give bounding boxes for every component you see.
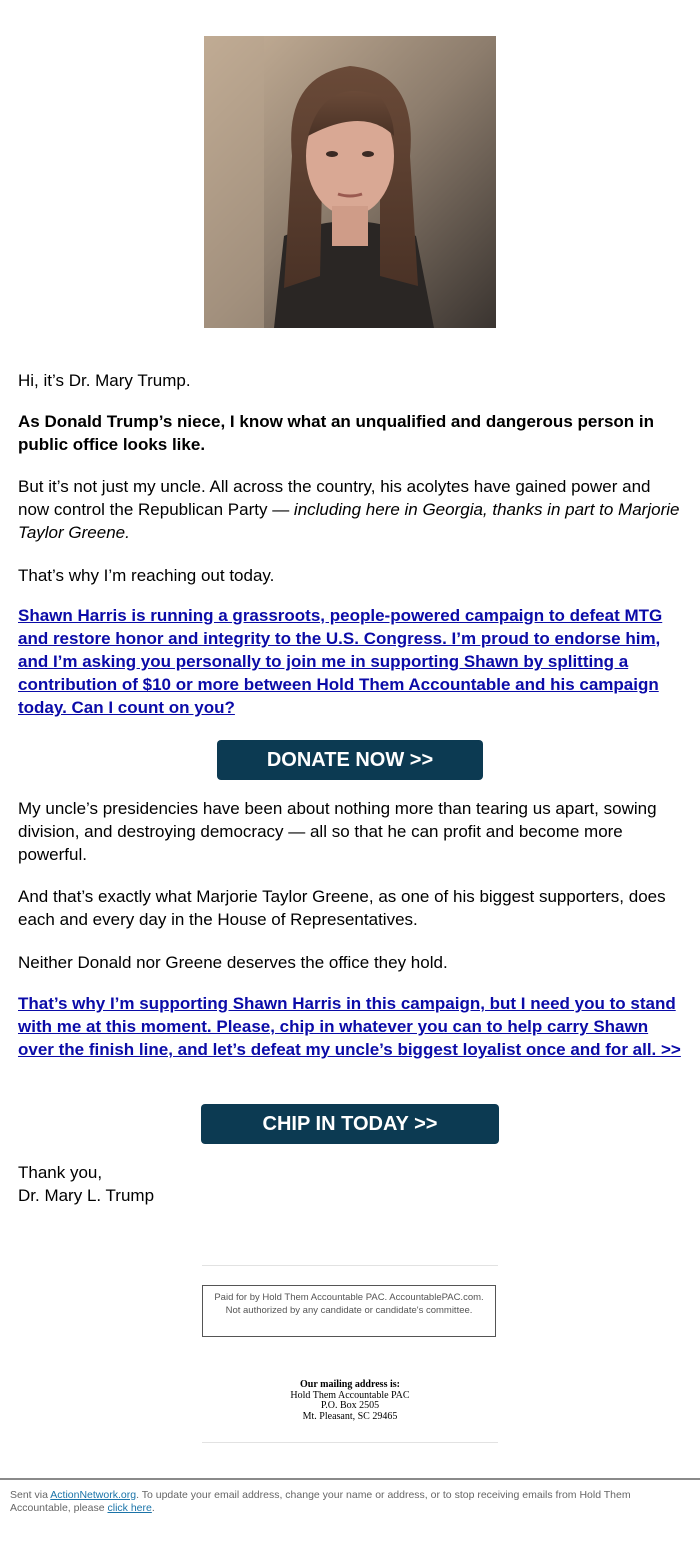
intro-paragraph: [18, 410, 682, 456]
para5-text: Neither Donald nor Greene deserves the office they hold.: [18, 953, 448, 972]
mailing-address: [200, 1380, 500, 1422]
footer-middle-text: . To update your email address, change your name or address, or to stop receiving emails from Hold Them Accountable, please: [10, 1489, 631, 1514]
mailing-city: Mt. Pleasant, SC 29465: [302, 1410, 398, 1422]
divider-bottom: [202, 1442, 498, 1443]
mailing-box: P.O. Box 2505: [320, 1400, 380, 1411]
para3-text: My uncle’s presidencies have been about nothing more than tearing us apart, sowing division, and destroying democracy — all so that he can profit and become more powerful.: [18, 799, 657, 864]
chip-in-link-paragraph: [18, 992, 682, 1061]
para4-text: And that’s exactly what Marjorie Taylor Greene, as one of his biggest supporters, does each and every day in the House of Representatives.: [18, 887, 666, 929]
para1-main-text: But it’s not just my uncle. All across the country, his acolytes have gained power and now control the Republican Party —: [18, 477, 651, 519]
footer-sent-via: Sent via: [10, 1489, 51, 1501]
footer: [10, 1489, 680, 1515]
unsubscribe-link[interactable]: click here: [107, 1502, 152, 1514]
portrait-image: [204, 36, 496, 328]
para1-italic-text: including here in Georgia, thanks in part to Marjorie Taylor Greene.: [18, 500, 680, 542]
author-photo: [204, 36, 496, 328]
divider: [202, 1265, 498, 1266]
paragraph-reaching-out: [18, 564, 682, 587]
signoff-name: Dr. Mary L. Trump: [18, 1186, 155, 1205]
para2-text: That’s why I’m reaching out today.: [18, 566, 275, 585]
intro-bold-text: As Donald Trump’s niece, I know what an unqualified and dangerous person in public office looks like.: [18, 412, 655, 454]
paragraph-mtg: [18, 885, 682, 931]
mailing-heading: Our mailing address is:: [300, 1379, 400, 1390]
endorse-donate-link[interactable]: Shawn Harris is running a grassroots, people-powered campaign to defeat MTG and restore honor and integrity to the U.S. Congress. I’m proud to endorse him, and I’m asking you personally to join me in supporting Shawn by splitting a contribution of $10 or more between Hold Them Accountable and his campaign today. Can I count on you?: [18, 606, 663, 717]
donate-now-button[interactable]: DONATE NOW >>: [217, 740, 483, 780]
paragraph-acolytes: [18, 475, 682, 544]
greeting: [18, 369, 682, 392]
mailing-org: Hold Them Accountable PAC: [290, 1389, 410, 1401]
paragraph-neither: [18, 951, 682, 974]
paragraph-presidencies: [18, 797, 682, 866]
signoff: [18, 1161, 682, 1207]
actionnetwork-link[interactable]: ActionNetwork.org: [50, 1489, 137, 1501]
signoff-thanks: Thank you,: [18, 1163, 103, 1182]
paid-for-disclaimer: Paid for by Hold Them Accountable PAC. AccountablePAC.com. Not authorized by any candidate or candidate's committee.: [202, 1285, 496, 1337]
footer-end: .: [151, 1502, 155, 1514]
footer-rule: [0, 1478, 700, 1480]
greeting-text: Hi, it’s Dr. Mary Trump.: [18, 371, 191, 390]
chip-in-today-button[interactable]: CHIP IN TODAY >>: [201, 1104, 499, 1144]
donate-link-paragraph: [18, 604, 682, 719]
chip-in-link[interactable]: That’s why I’m supporting Shawn Harris in this campaign, but I need you to stand with me at this moment. Please, chip in whatever you can to help carry Shawn over the finish line, and let’s defeat my uncle’s biggest loyalist once and for all. >>: [18, 994, 681, 1059]
